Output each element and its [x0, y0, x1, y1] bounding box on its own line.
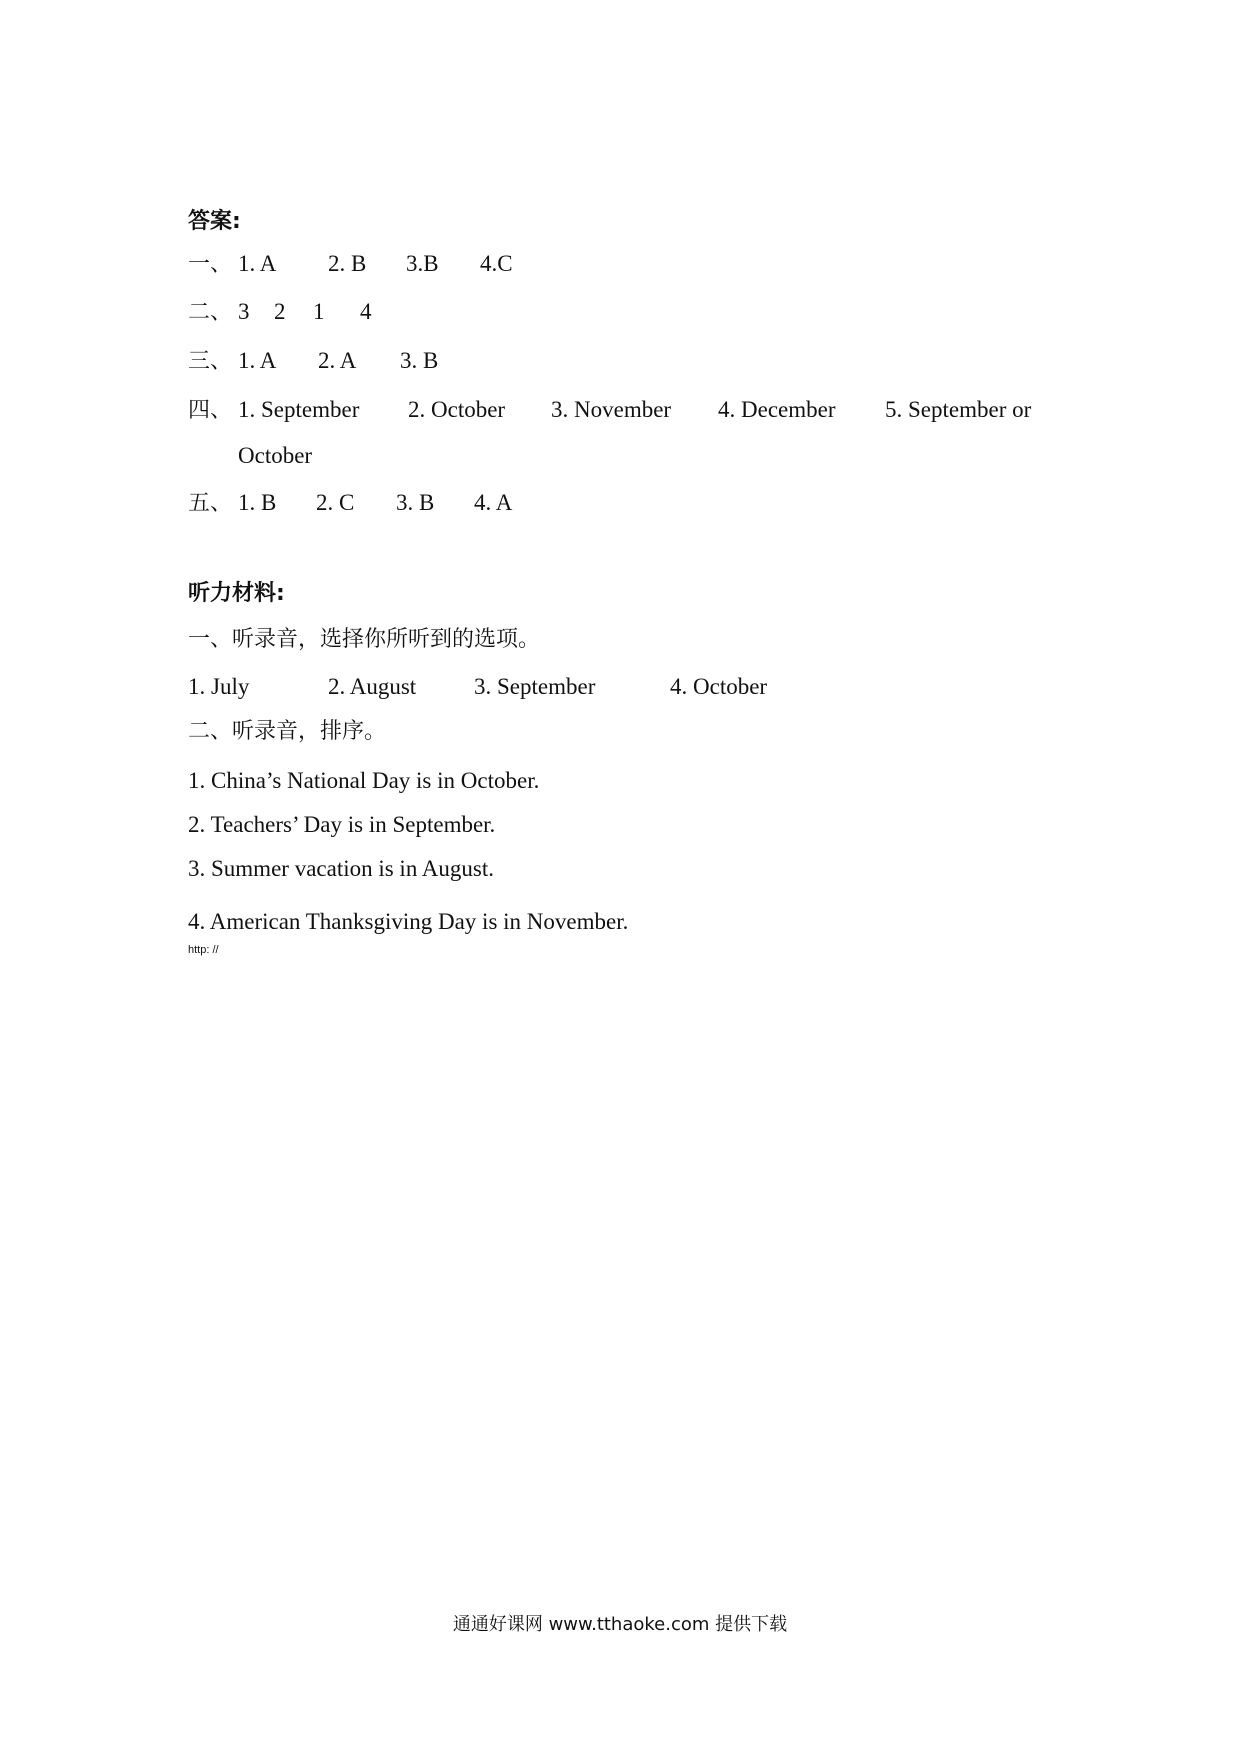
listening-option: 1. July — [188, 674, 250, 699]
listening-sentence: 3. Summer vacation is in August. — [188, 856, 495, 881]
answer-row-4 — [188, 396, 1032, 425]
answer-item: 3. B — [400, 348, 439, 373]
answer-item: 1. A — [238, 348, 277, 373]
answer-row-1 — [188, 250, 513, 279]
listening-instruction-1: 一、听录音，选择你所听到的选项。 — [188, 627, 541, 652]
answer-item: 2. C — [316, 490, 355, 515]
listening-heading: 听力材料: — [188, 581, 285, 606]
answer-item: 5. September or — [885, 397, 1032, 422]
answer-item: 2. B — [328, 251, 367, 276]
answer-item: 3 — [238, 299, 250, 324]
answer-item: 3. November — [551, 397, 672, 422]
answer-item: 1. A — [238, 251, 277, 276]
section-marker: 四、 — [188, 398, 233, 423]
footer-credit: 通通好课网 www.tthaoke.com 提供下载 — [452, 1614, 788, 1635]
listening-option: 3. September — [474, 674, 596, 699]
answer-item: 4. A — [474, 490, 513, 515]
listening-option: 2. August — [328, 674, 417, 699]
answer-item: 3. B — [396, 490, 435, 515]
section-marker: 五、 — [188, 491, 233, 516]
answer-item: 3.B — [406, 251, 439, 276]
answer-item: 1. B — [238, 490, 277, 515]
answer-item: 2. October — [408, 397, 506, 422]
section-marker: 三、 — [188, 349, 233, 374]
answer-row-5 — [188, 489, 513, 518]
listening-instruction-2: 二、听录音，排序。 — [188, 719, 387, 744]
section-marker: 一、 — [188, 252, 233, 277]
answer-item: 2 — [274, 299, 286, 324]
small-link-text: http: // — [188, 944, 219, 956]
answer-item: 4. December — [718, 397, 836, 422]
answer-row-3 — [188, 347, 439, 376]
answer-item: 1 — [313, 299, 325, 324]
answer-item: 4 — [360, 299, 372, 324]
answer-item: 2. A — [318, 348, 357, 373]
answer-item: 4.C — [480, 251, 513, 276]
answer-row-4-continuation: October — [238, 443, 313, 468]
answers-heading: 答案: — [188, 209, 241, 234]
listening-sentence: 4. American Thanksgiving Day is in November. — [188, 909, 629, 934]
answer-item: 1. September — [238, 397, 360, 422]
listening-option: 4. October — [670, 674, 768, 699]
listening-sentence: 1. China’s National Day is in October. — [188, 768, 540, 793]
listening-sentence: 2. Teachers’ Day is in September. — [188, 812, 496, 837]
section-marker: 二、 — [188, 300, 233, 325]
answer-row-2 — [188, 298, 372, 327]
